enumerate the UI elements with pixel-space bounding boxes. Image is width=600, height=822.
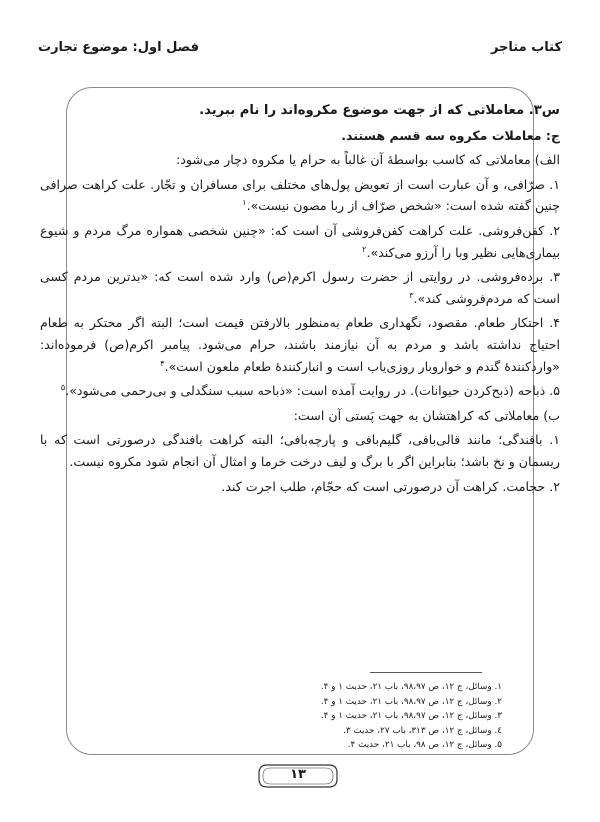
item-text: ۴. احتکار طعام. مقصود، نگهداری طعام به‌منظور بالارفتن قیمت است؛ البته اگر محتکر به طعام احتیاج نداشته باشد و مردم به آن نیازمند باشند، حرام می‌شود. پیامبر اکرم(ص) فرموده‌اند: «واردکنندهٔ گندم و خواروبار روزی‌یاب است و انبارکنندهٔ طعام ملعون است». [40,315,560,374]
list-item: ۱. بافندگی؛ مانند قالی‌بافی، گلیم‌بافی و پارچه‌بافی؛ البته کراهت بافندگی درصورتی است که با ریسمان و نخ باشد؛ بنابراین اگر با برگ و لیف درخت خرما و امثال آن انجام شود مکروه نیست. [40,432,560,469]
item-text: ۳. برده‌فروشی. در روایتی از حضرت رسول اکرم(ص) وارد شده است که: «بدترین مردم کسی است که مردم‌فروشی کند». [40,269,560,306]
answer-intro: ج: معاملات مکروه سه قسم هستند. [341,127,560,143]
footnote-marker: ۲ [362,244,367,254]
chapter-title: فصل اول: موضوع تجارت [38,40,199,55]
footnote: ۱. وسائل، ج ۱۲، ص ۹۸،۹۷، باب ۲۱، حدیث ۱ و ۴. [320,682,502,692]
footnote: ۵. وسائل، ج ۱۲، ص ۹۸، باب ۲۱، حدیث ۴. [347,740,502,750]
main-content [40,100,560,497]
list-item [40,174,560,217]
list-item [40,266,560,309]
footnote: ۲. وسائل، ج ۱۲، ص ۹۸،۹۷، باب ۲۱، حدیث ۱ و ۴. [320,696,502,707]
page-number-badge [257,762,339,790]
item-text: ۲. کفن‌فروشی. علت کراهت کفن‌فروشی آن است که: «چنین شخصی همواره مرگ مردم و شیوع بیماری‌هایی نظیر وبا را آرزو می‌کند». [40,222,560,260]
list-item [40,380,560,402]
footnotes [321,680,502,753]
item-text: ۵. ذباحه (ذبح‌کردن حیوانات). در روایت آمده است: «ذباحه سبب سنگدلی و بی‌رحمی می‌شود». [65,383,560,399]
page-header [38,40,562,60]
question-heading: س۳. معاملاتی که از جهت موضوع مکروه‌اند را نام ببرید. [199,103,560,118]
footnote: ۳. وسائل، ج ۱۲، ص ۹۸،۹۷، باب ۲۱، حدیث ۱ و ۴. [320,711,502,721]
list-item [40,312,560,377]
list-item: ۲. حجامت. کراهت آن درصورتی است که حجّام، طلب اجرت کند. [221,478,560,494]
footnote-marker: ۴ [160,358,165,368]
book-title: کتاب متاجر [490,40,562,55]
footnote: ٤. وسائل، ج ۱۲، ص ۳۱۳، باب ۲۷، حدیث ۳. [343,725,502,736]
section-a-heading: الف) معاملاتی که کاسب بواسطهٔ آن غالباً به حرام یا مکروه دچار می‌شود: [176,152,560,168]
list-item [40,220,560,263]
section-b-heading: ب) معاملاتی که کراهتشان به جهت پَستی آن است: [293,407,560,423]
item-text: ۱. صرّافی، و آن عبارت است از تعویض پول‌های مختلف برای مسافران و تجّار. علت کراهت صرافی چنین گفته شده است: «شخص صرّاف از ربا مصون نیست». [40,176,560,214]
footnote-marker: ۵ [60,382,66,392]
footnote-marker: ۳ [409,290,414,300]
footnote-marker: ۱ [242,198,247,208]
page-number: ۱۳ [290,767,306,782]
footnote-divider [370,672,482,673]
